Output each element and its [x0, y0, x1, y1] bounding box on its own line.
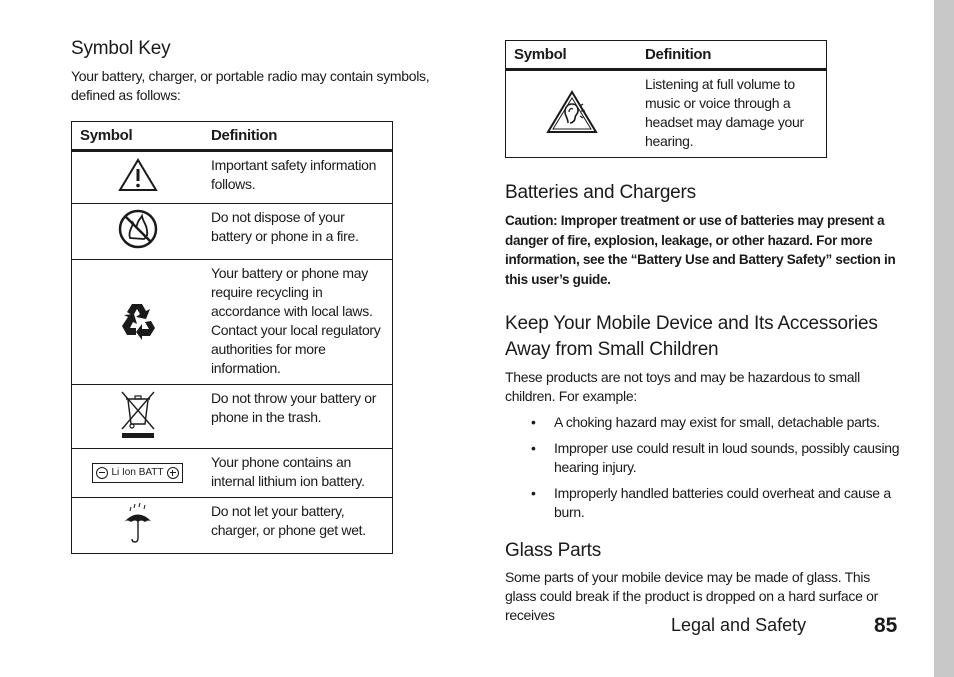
plus-terminal-icon: [167, 467, 179, 479]
symbol-key-section: [71, 36, 431, 554]
footer-section-label: Legal and Safety: [671, 615, 807, 635]
bullet-text: Improperly handled batteries could overheat and cause a burn.: [554, 485, 891, 520]
glass-section: [505, 538, 901, 625]
children-bullets: [505, 413, 901, 522]
li-ion-battery-icon: [92, 463, 182, 483]
list-item: [505, 413, 901, 432]
hearing-warning-icon: [546, 90, 598, 134]
symbol-table: [71, 121, 393, 554]
definition-cell: Do not dispose of your battery or phone in a fire.: [203, 204, 393, 260]
no-fire-icon: [116, 208, 160, 250]
table-row: [506, 70, 827, 158]
list-item: [505, 484, 901, 522]
symbol-key-intro: Your battery, charger, or portable radio may contain symbols, defined as follows:: [71, 68, 430, 103]
battery-label: Li Ion BATT: [111, 466, 164, 478]
glass-title: Glass Parts: [505, 540, 601, 561]
symbol-table-header: [72, 122, 393, 151]
header-symbol: Symbol: [506, 41, 638, 70]
table-row: [72, 151, 393, 204]
children-section: [505, 311, 901, 522]
page-edge: [934, 0, 954, 677]
bullet: •: [531, 485, 536, 501]
warning-triangle-icon: [118, 158, 158, 192]
header-definition: Definition: [203, 122, 393, 151]
definition-cell: Your phone contains an internal lithium ion battery.: [203, 449, 393, 498]
bullet-text: A choking hazard may exist for small, detachable parts.: [554, 414, 880, 430]
children-intro: These products are not toys and may be hazardous to small children. For example:: [505, 369, 860, 404]
definition-cell: Important safety information follows.: [203, 151, 393, 204]
symbol-cell: [72, 449, 204, 498]
table-row: [72, 260, 393, 385]
hearing-symbol-table: [505, 40, 827, 158]
bullet: •: [531, 414, 536, 430]
page-number: 85: [874, 614, 898, 637]
batteries-title: Batteries and Chargers: [505, 182, 696, 203]
symbol-cell: [72, 204, 204, 260]
definition-cell: Your battery or phone may require recycling in accordance with local laws. Contact your local regulatory authorities for more information.: [203, 260, 393, 385]
symbol-key-title: Symbol Key: [71, 38, 171, 59]
symbol-table-header: [506, 41, 827, 70]
symbol-cell: [506, 70, 638, 158]
right-column: [505, 40, 901, 625]
symbol-cell: [72, 385, 204, 449]
header-symbol: Symbol: [72, 122, 204, 151]
bullet: •: [531, 440, 536, 456]
definition-cell: Do not let your battery, charger, or phone get wet.: [203, 498, 393, 554]
umbrella-rain-icon: [121, 502, 155, 544]
recycle-icon: [118, 300, 158, 340]
definition-cell: Listening at full volume to music or voice through a headset may damage your hearing.: [637, 70, 827, 158]
table-row: [72, 449, 393, 498]
bullet-text: Improper use could result in loud sounds, possibly causing hearing injury.: [554, 440, 900, 475]
symbol-cell: [72, 498, 204, 554]
batteries-section: [505, 180, 901, 289]
symbol-cell: [72, 260, 204, 385]
glass-text: Some parts of your mobile device may be made of glass. This glass could break if the product is dropped on a hard surface or receives: [505, 569, 879, 623]
list-item: [505, 439, 901, 477]
crossed-bin-icon: [118, 389, 158, 439]
minus-terminal-icon: [96, 467, 108, 479]
children-title: Keep Your Mobile Device and Its Accessories Away from Small Children: [505, 313, 878, 360]
batteries-caution: Caution: Improper treatment or use of batteries may present a danger of fire, explosion, leakage, or other hazard. For more information, see the “Battery Use and Battery Safety” section in this user’s guide.: [505, 213, 896, 287]
table-row: [72, 498, 393, 554]
definition-cell: Do not throw your battery or phone in the trash.: [203, 385, 393, 449]
symbol-cell: [72, 151, 204, 204]
header-definition: Definition: [637, 41, 827, 70]
table-row: [72, 204, 393, 260]
table-row: [72, 385, 393, 449]
